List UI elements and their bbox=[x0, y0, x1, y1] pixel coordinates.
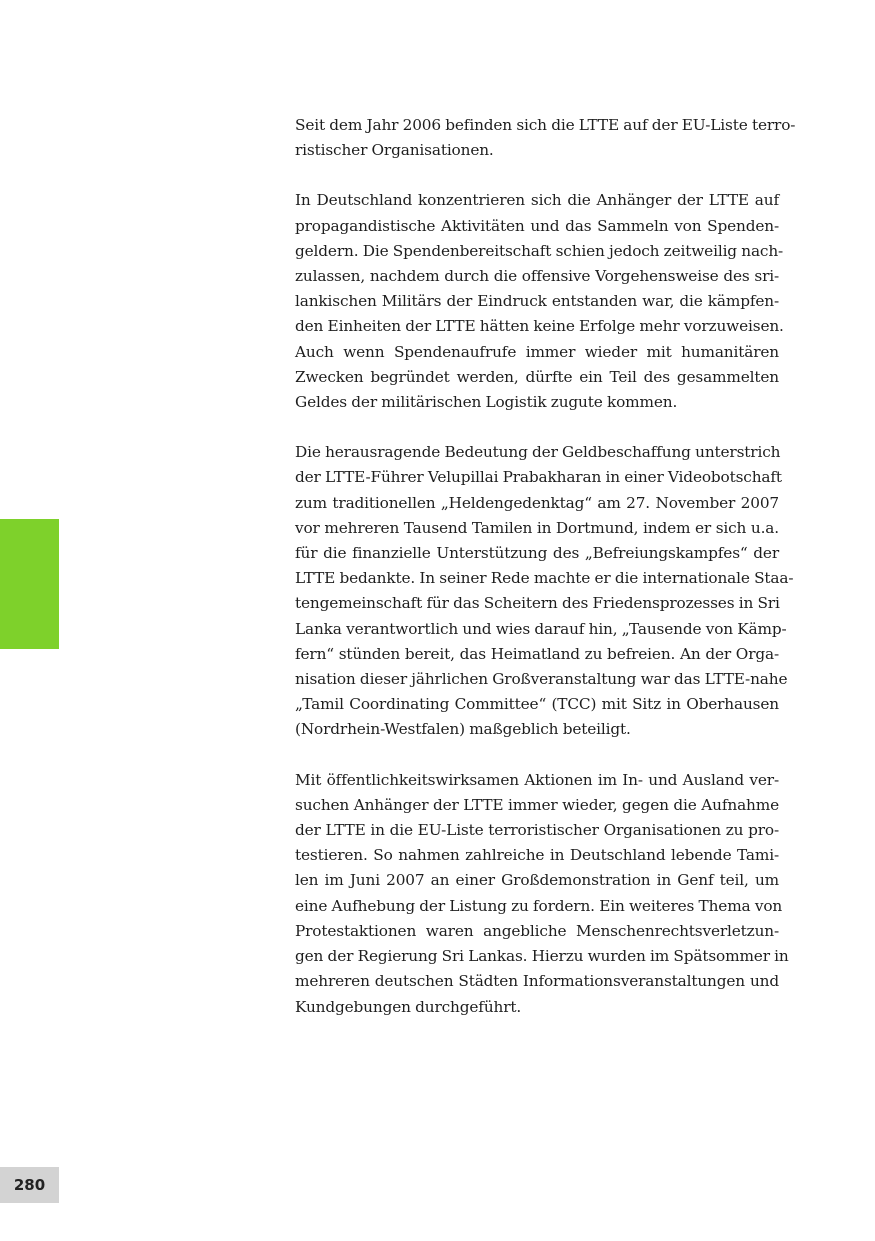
text-line: ristischer Organisationen. bbox=[295, 141, 494, 160]
text-line: Zwecken begründet werden, dürfte ein Teil des gesammelten bbox=[295, 367, 779, 386]
text-line: lankischen Militärs der Eindruck entstanden war, die kämpfen- bbox=[295, 292, 779, 311]
paragraph bbox=[295, 768, 789, 1020]
text-line: der LTTE in die EU-Liste terroristischer Organisationen zu pro- bbox=[295, 821, 779, 840]
text-line: Seit dem Jahr 2006 befinden sich die LTTE auf der EU-Liste terro- bbox=[295, 116, 796, 134]
text-line: für die finanzielle Unterstützung des „Befreiungskampfes“ der bbox=[295, 544, 779, 563]
text-line: gen der Regierung Sri Lankas. Hierzu wurden im Spätsommer in bbox=[295, 947, 789, 966]
text-line: In Deutschland konzentrieren sich die Anhänger der LTTE auf bbox=[295, 191, 779, 210]
text-line: tengemeinschaft für das Scheitern des Friedensprozesses in Sri bbox=[295, 594, 780, 613]
text-line: Mit öffentlichkeitswirksamen Aktionen im In- und Ausland ver- bbox=[295, 770, 779, 789]
text-line: (Nordrhein-Westfalen) maßgeblich beteiligt. bbox=[295, 720, 631, 739]
text-line: den Einheiten der LTTE hätten keine Erfolge mehr vorzuweisen. bbox=[295, 317, 784, 336]
text-line: der LTTE-Führer Velupillai Prabakharan in einer Videobotschaft bbox=[295, 468, 782, 487]
text-line: geldern. Die Spendenbereitschaft schien jedoch zeitweilig nach- bbox=[295, 241, 784, 260]
chapter-color-tab bbox=[0, 519, 59, 649]
text-line: Die herausragende Bedeutung der Geldbeschaffung unterstrich bbox=[295, 443, 781, 462]
text-line: mehreren deutschen Städten Informationsveranstaltungen und bbox=[295, 972, 779, 991]
text-line: suchen Anhänger der LTTE immer wieder, gegen die Aufnahme bbox=[295, 795, 779, 814]
page-number: 280 bbox=[0, 1167, 59, 1203]
text-line: zum traditionellen „Heldengedenktag“ am 27. November 2007 bbox=[295, 493, 779, 512]
text-line: zulassen, nachdem durch die offensive Vorgehensweise des sri- bbox=[295, 267, 779, 286]
text-line: nisation dieser jährlichen Großveranstaltung war das LTTE-nahe bbox=[295, 670, 788, 689]
paragraph bbox=[295, 113, 796, 163]
text-line: LTTE bedankte. In seiner Rede machte er die internationale Staa- bbox=[295, 569, 794, 588]
body-text bbox=[295, 113, 796, 1045]
text-line: eine Aufhebung der Listung zu fordern. Ein weiteres Thema von bbox=[295, 896, 783, 915]
text-line: Protestaktionen waren angebliche Menschenrechtsverletzun- bbox=[295, 921, 779, 940]
text-line: Lanka verantwortlich und wies darauf hin, „Tausende von Kämp- bbox=[295, 619, 787, 638]
text-line: len im Juni 2007 an einer Großdemonstration in Genf teil, um bbox=[295, 871, 779, 890]
text-line: fern“ stünden bereit, das Heimatland zu befreien. An der Orga- bbox=[295, 644, 779, 663]
text-line: testieren. So nahmen zahlreiche in Deutschland lebende Tami- bbox=[295, 846, 779, 865]
text-line: Auch wenn Spendenaufrufe immer wieder mit humanitären bbox=[295, 342, 779, 361]
text-line: Geldes der militärischen Logistik zugute kommen. bbox=[295, 393, 678, 412]
text-line: propagandistische Aktivitäten und das Sammeln von Spenden- bbox=[295, 216, 779, 235]
paragraph bbox=[295, 188, 784, 415]
text-line: „Tamil Coordinating Committee“ (TCC) mit Sitz in Oberhausen bbox=[295, 695, 779, 714]
paragraph bbox=[295, 440, 794, 742]
text-line: Kundgebungen durchgeführt. bbox=[295, 997, 522, 1016]
text-line: vor mehreren Tausend Tamilen in Dortmund, indem er sich u.a. bbox=[295, 518, 779, 537]
